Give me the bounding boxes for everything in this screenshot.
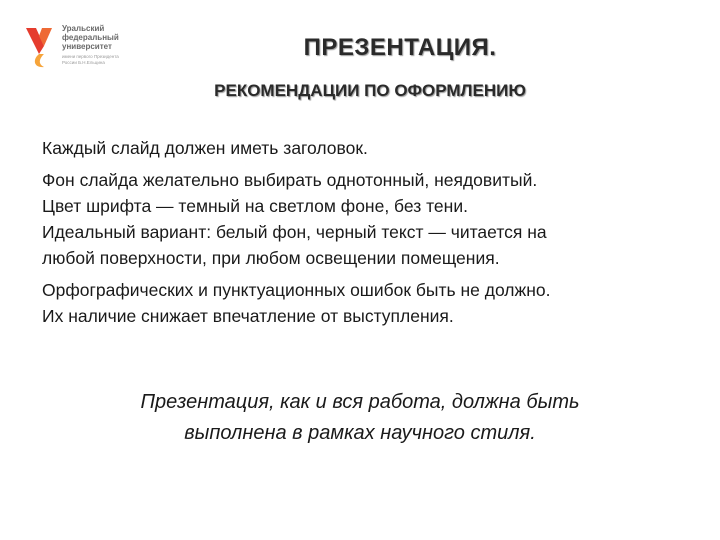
slide-subtitle: РЕКОМЕНДАЦИИ ПО ОФОРМЛЕНИЮ (214, 81, 526, 100)
conclusion-line: Презентация, как и вся работа, должна быть (140, 391, 580, 413)
paragraph-line: любой поверхности, при любом освещении помещения. (42, 248, 500, 268)
logo-line-3: университет (62, 42, 112, 51)
logo-line-1: Уральский (62, 24, 105, 33)
paragraph-1 (42, 135, 702, 161)
university-logo (22, 22, 162, 74)
paragraph-2 (42, 167, 702, 271)
paragraph-line: Орфографических и пунктуационных ошибок быть не должно. (42, 280, 551, 300)
paragraph-line: Идеальный вариант: белый фон, черный текст — читается на (42, 222, 547, 242)
slide-title: ПРЕЗЕНТАЦИЯ. (303, 34, 497, 61)
paragraph-line: Каждый слайд должен иметь заголовок. (42, 138, 368, 158)
paragraph-3 (42, 277, 702, 329)
urfu-logo-mark-icon (22, 24, 56, 70)
conclusion-text (40, 387, 680, 449)
conclusion-line: выполнена в рамках научного стиля. (184, 422, 536, 444)
logo-wordmark (62, 24, 119, 51)
logo-subtext-line-1: имени первого Президента (62, 54, 119, 59)
paragraph-line: Их наличие снижает впечатление от выступления. (42, 306, 454, 326)
paragraph-line: Цвет шрифта — темный на светлом фоне, без тени. (42, 196, 468, 216)
slide-body (42, 135, 702, 335)
paragraph-line: Фон слайда желательно выбирать однотонный, неядовитый. (42, 170, 538, 190)
logo-subtext (62, 54, 152, 65)
logo-subtext-line-2: России Б.Н.Ельцина (62, 59, 105, 65)
logo-line-2: федеральный (62, 33, 119, 42)
